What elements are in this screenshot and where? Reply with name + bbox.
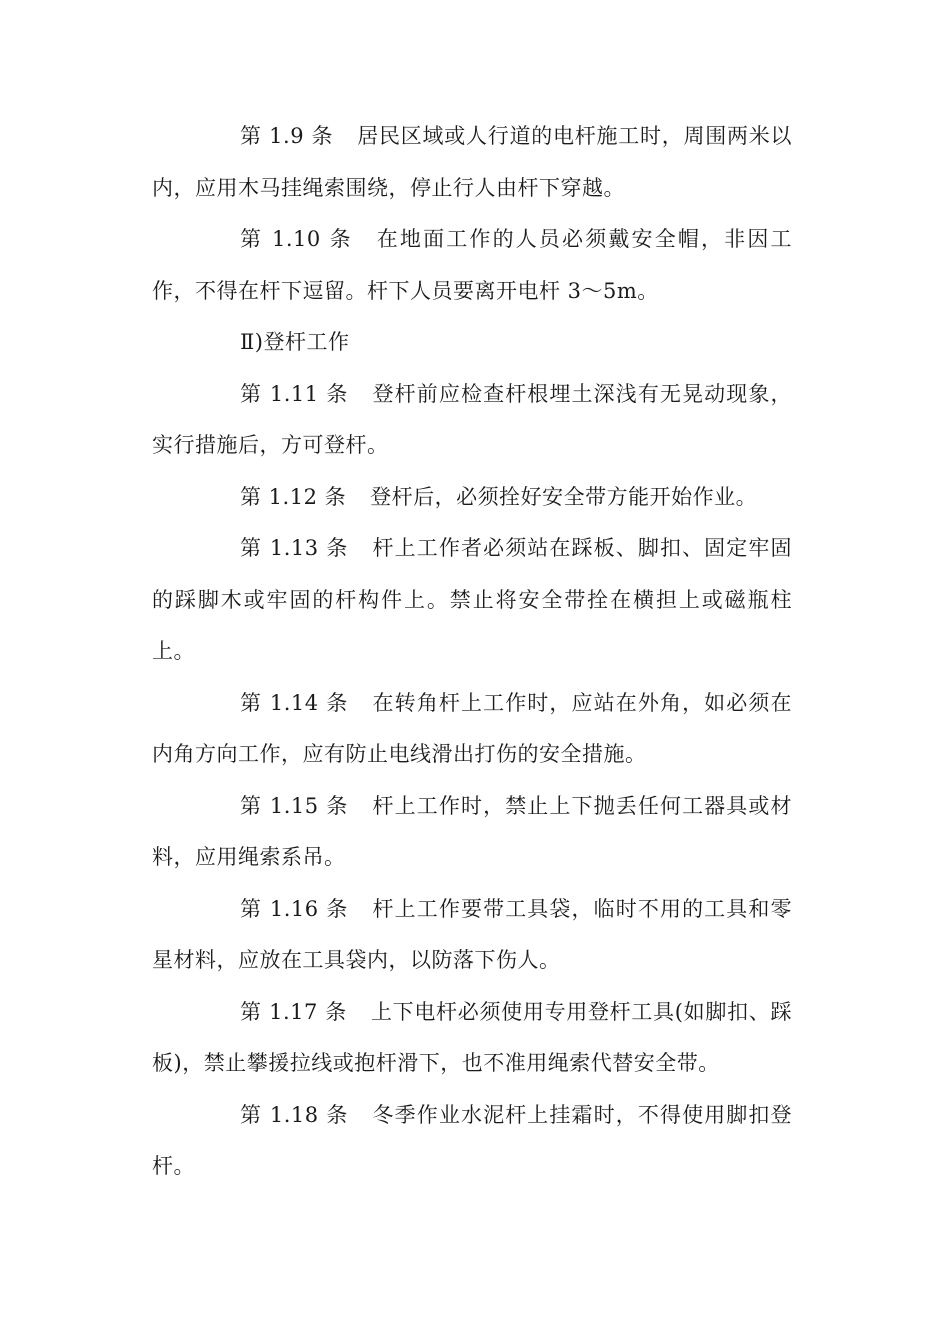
article-text: 在转角杆上工作时，应站在外角，如必须在内角方向工作，应有防止电线滑出打伤的安全措施。	[152, 690, 793, 766]
article-number: 第 1.13 条	[240, 536, 349, 560]
article-number: 第 1.18 条	[240, 1102, 349, 1127]
article-text: 居民区域或人行道的电杆施工时，周围两米以内，应用木马挂绳索围绕，停止行人由杆下穿越。	[152, 124, 792, 200]
article-text: 登杆前应检查杆根埋土深浅有无晃动现象，实行措施后，方可登杆。	[152, 381, 793, 457]
article-number: 第 1.15 条	[240, 793, 349, 818]
article-text: 上下电杆必须使用专用登杆工具(如脚扣、踩板)，禁止攀援拉线或抱杆滑下，也不准用绳索代替安全带。	[152, 999, 793, 1075]
article-number: 第 1.9 条	[240, 124, 334, 148]
article-text: 杆上工作者必须站在踩板、脚扣、固定牢固的踩脚木或牢固的杆构件上。禁止将安全带拴在横担上或磁瓶柱上。	[152, 536, 793, 663]
article-text: 登杆后，必须拴好安全带方能开始作业。	[370, 484, 758, 509]
article-number: 第 1.17 条	[240, 999, 347, 1024]
article-1-16	[152, 884, 792, 987]
article-1-18	[152, 1090, 792, 1193]
article-text: 在地面工作的人员必须戴安全帽，非因工作，不得在杆下逗留。杆下人员要离开电杆 3～5m。	[152, 227, 793, 303]
article-1-14	[152, 678, 792, 781]
article-text: 杆上工作要带工具袋，临时不用的工具和零星材料，应放在工具袋内，以防落下伤人。	[152, 896, 793, 972]
article-number: 第 1.12 条	[240, 484, 347, 509]
article-1-15	[152, 781, 792, 884]
article-1-17	[152, 987, 792, 1090]
article-1-12	[152, 472, 792, 524]
article-text: 冬季作业水泥杆上挂霜时，不得使用脚扣登杆。	[152, 1102, 793, 1178]
section-heading	[152, 317, 792, 369]
article-1-11	[152, 369, 792, 472]
article-number: 第 1.16 条	[240, 896, 349, 921]
article-1-9	[152, 111, 792, 214]
article-number: 第 1.11 条	[240, 381, 349, 406]
article-text: 杆上工作时，禁止上下抛丢任何工器具或材料，应用绳索系吊。	[152, 793, 793, 869]
article-1-10	[152, 214, 792, 317]
document-body	[152, 111, 792, 1193]
article-1-13	[152, 523, 792, 678]
section-heading-text: Ⅱ)登杆工作	[240, 330, 350, 354]
article-number: 第 1.10 条	[240, 227, 353, 251]
article-number: 第 1.14 条	[240, 690, 349, 715]
